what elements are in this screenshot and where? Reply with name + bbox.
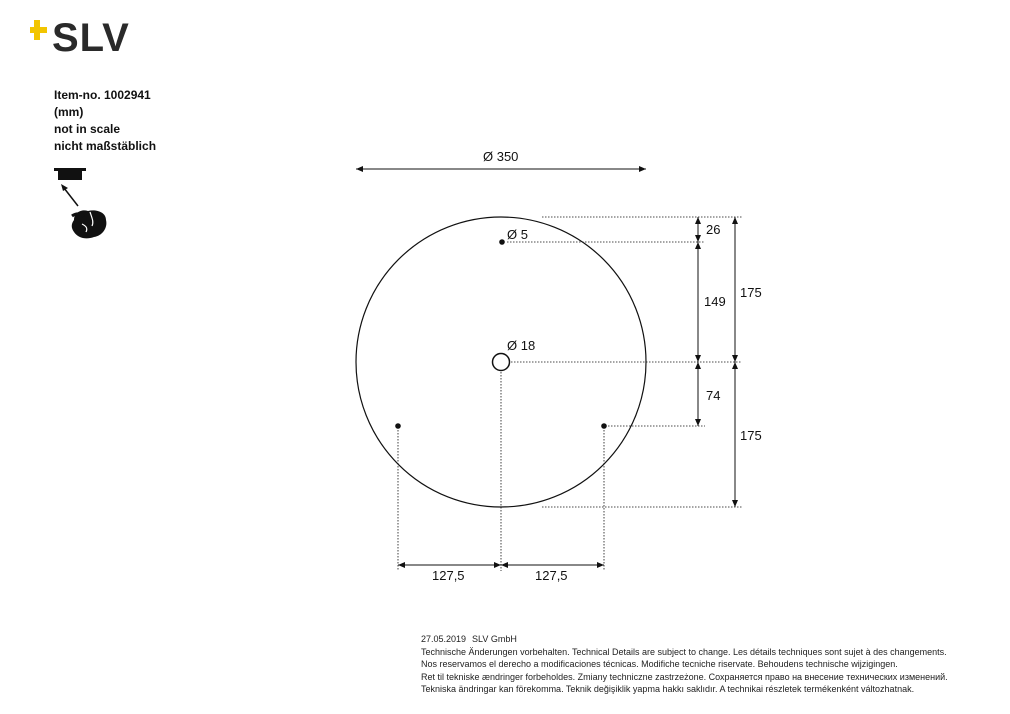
footer-date: 27.05.2019: [421, 634, 467, 644]
unit-label: (mm): [54, 105, 84, 119]
extension-lines: [398, 217, 742, 571]
radius-bottom-label: 175: [740, 428, 762, 443]
legal-footer: [421, 633, 948, 696]
left-mounting-hole: [395, 423, 401, 429]
scale-note-de: nicht maßstäblich: [54, 139, 157, 153]
scale-note-en: not in scale: [54, 122, 121, 136]
footer-meta: [421, 633, 948, 646]
item-number: Item-no. 1002941: [54, 88, 151, 102]
radius-top-label: 175: [740, 285, 762, 300]
hole-to-center-label: 149: [704, 294, 726, 309]
center-hole-label: Ø 18: [507, 338, 536, 353]
outer-diameter-label: Ø 350: [483, 149, 519, 164]
footer-line: Nos reservamos el derecho a modificaciones técnicas. Modifiche tecniche riservate. Behoudens technische wijzigingen.: [421, 659, 898, 670]
right-mounting-hole: [601, 423, 607, 429]
footer-line: Technische Änderungen vorbehalten. Technical Details are subject to change. Les détails techniques sont sujet à des changements.: [421, 646, 947, 657]
footer-line: Tekniska ändringar kan förekomma. Teknik değişiklik yapma hakkı saklıdır. A technikai részletek termékenként változhatnak.: [421, 684, 915, 695]
footer-line: Ret til tekniske ændringer forbeholdes. Zmiany techniczne zastrzeżone. Сохраняется право на внесение технических изменений.: [421, 671, 948, 682]
left-spacing-label: 127,5: [432, 568, 465, 583]
lower-holes-offset-label: 74: [706, 388, 721, 403]
top-offset-label: 26: [706, 222, 721, 237]
right-spacing-label: 127,5: [535, 568, 568, 583]
small-hole-label: Ø 5: [507, 227, 528, 242]
small-mounting-hole: [499, 239, 505, 245]
brand-name: SLV: [52, 16, 130, 60]
center-cable-hole: [493, 354, 510, 371]
footer-company: SLV GmbH: [472, 634, 517, 644]
